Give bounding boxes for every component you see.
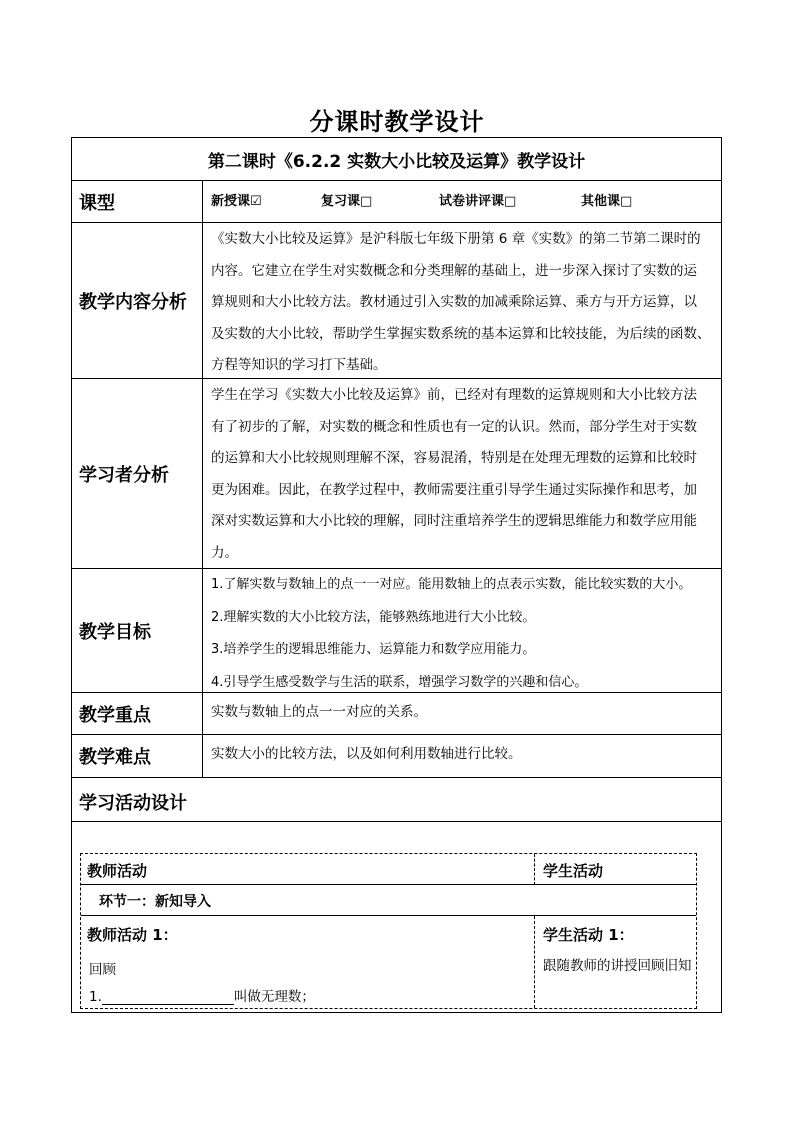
question-suffix: 叫做无理数； (233, 989, 315, 1005)
answer-blank[interactable] (102, 990, 234, 1005)
objective-item: 2.理解实数的大小比较方法，能够熟练地进行大小比较。 (211, 609, 536, 625)
student-activity-text: 跟随教师的讲授回顾旧知 (543, 958, 692, 974)
question-number: 1. (89, 989, 102, 1005)
learner-analysis-text (203, 379, 721, 568)
course-type-options (211, 181, 715, 222)
content-analysis-line: 《实数大小比较及运算》是沪科版七年级下册第 6 章《实数》的第二节第二课时的 (211, 231, 701, 247)
content-analysis-line: 方程等知识的学习打下基础。 (211, 357, 387, 373)
content-analysis-label: 教学内容分析 (72, 223, 203, 378)
stage-title: 环节一：新知导入 (81, 885, 696, 916)
activity-design-row (72, 778, 721, 822)
learner-analysis-label: 学习者分析 (72, 379, 203, 568)
content-analysis-line: 内容。它建立在学生对实数概念和分类理解的基础上，进一步深入探讨了实数的运 (211, 262, 697, 279)
objectives-label: 教学目标 (72, 569, 203, 692)
difficulty-label: 教学难点 (72, 735, 203, 777)
lesson-subtitle: 第二课时《6.2.2 实数大小比较及运算》教学设计 (207, 151, 586, 172)
learner-analysis-row (72, 379, 721, 569)
teacher-activity-header: 教师活动 (87, 862, 148, 880)
lesson-design-table (71, 137, 722, 1013)
objectives-row (72, 569, 721, 693)
course-type-option-new[interactable]: 新授课☑ (211, 193, 262, 209)
teacher-activity-title: 教师活动 1： (87, 926, 178, 944)
page-title: 分课时教学设计 (309, 108, 485, 136)
objectives-list (203, 569, 721, 692)
subtitle-row (72, 138, 721, 181)
learner-analysis-line: 深对实数运算和大小比较的理解，同时注重培养学生的逻辑思维能力和数学应用能 (211, 513, 697, 529)
learner-analysis-line: 更为困难。因此，在教学过程中，教师需要注重引导学生通过实际操作和思考，加 (211, 481, 697, 498)
learner-analysis-line: 有了初步的了解，对实数的概念和性质也有一定的认识。然而，部分学生对于实数 (211, 418, 697, 435)
objective-item: 1.了解实数与数轴上的点一一对应。能用数轴上的点表示实数，能比较实数的大小。 (211, 577, 692, 592)
fill-in-blank-question (89, 985, 315, 1005)
course-type-option-review[interactable]: 复习课□ (321, 193, 373, 209)
course-type-option-exam[interactable]: 试卷讲评课□ (439, 193, 517, 209)
objective-item: 4.引导学生感受数学与生活的联系，增强学习数学的兴趣和信心。 (211, 674, 588, 690)
course-type-row (72, 181, 721, 223)
content-analysis-text (203, 223, 721, 378)
course-type-label: 课型 (72, 181, 203, 222)
activity-table (80, 853, 697, 1009)
activity-table-body (81, 916, 696, 1008)
activity-design-label: 学习活动设计 (79, 793, 187, 814)
review-text: 回顾 (89, 962, 116, 978)
key-point-row (72, 693, 721, 735)
activity-table-header (81, 854, 696, 885)
content-analysis-row (72, 223, 721, 379)
content-analysis-line: 算规则和大小比较方法。教材通过引入实数的加减乘除运算、乘方与开方运算，以 (211, 294, 697, 310)
key-point-label: 教学重点 (72, 693, 203, 734)
course-type-option-other[interactable]: 其他课□ (581, 193, 633, 209)
difficulty-row (72, 735, 721, 778)
learner-analysis-line: 力。 (211, 544, 238, 561)
objective-item: 3.培养学生的逻辑思维能力、运算能力和数学应用能力。 (211, 642, 536, 657)
learner-analysis-line: 学生在学习《实数大小比较及运算》前，已经对有理数的运算规则和大小比较方法 (211, 387, 697, 403)
difficulty-text: 实数大小的比较方法，以及如何利用数轴进行比较。 (211, 746, 522, 762)
key-point-text: 实数与数轴上的点一一对应的关系。 (211, 704, 427, 720)
student-activity-header: 学生活动 (543, 862, 604, 880)
learner-analysis-line: 的运算和大小比较规则理解不深，容易混淆，特别是在处理无理数的运算和比较时 (211, 450, 697, 466)
student-activity-title: 学生活动 1： (543, 926, 634, 944)
content-analysis-line: 及实数的大小比较，帮助学生掌握实数系统的基本运算和比较技能，为后续的函数、 (211, 325, 711, 342)
